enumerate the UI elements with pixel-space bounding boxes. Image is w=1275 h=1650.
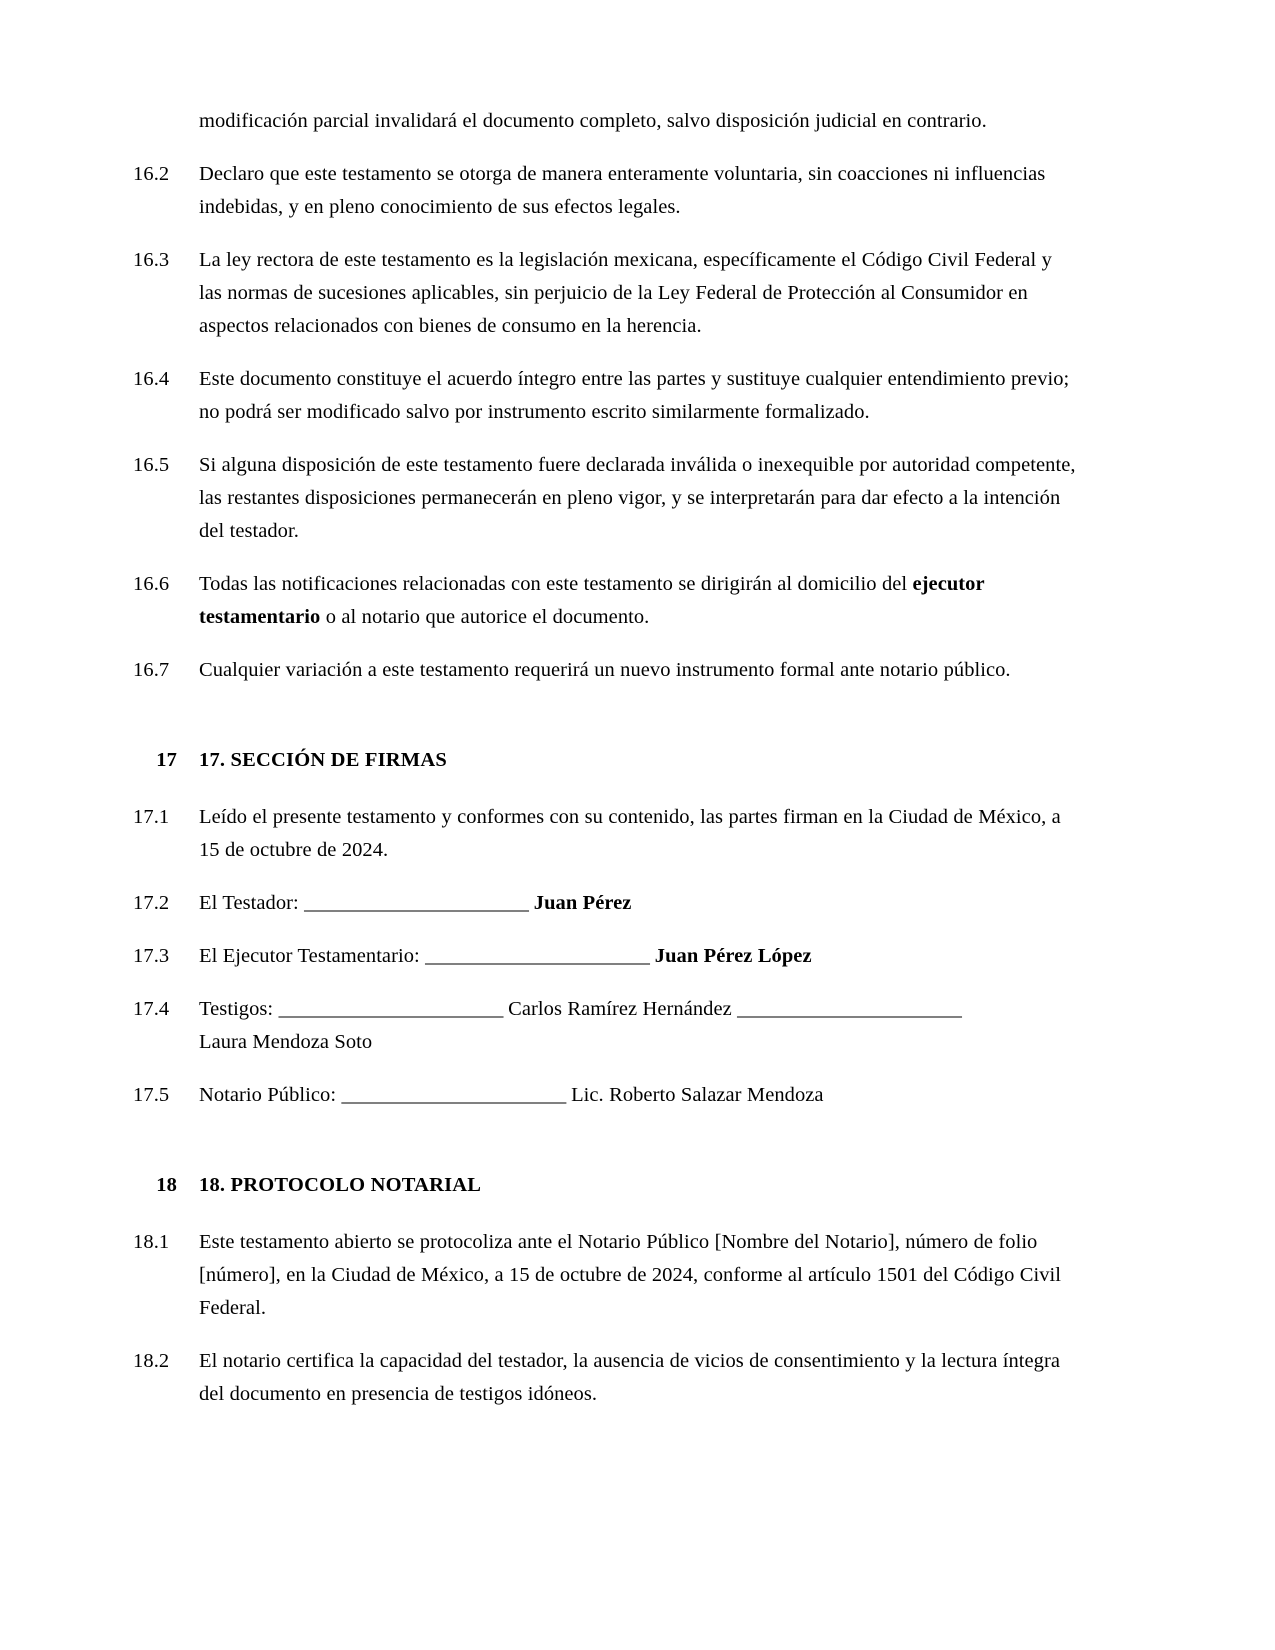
clause-text: Declaro que este testamento se otorga de manera enteramente voluntaria, sin coacciones ni influencias indebidas, y en pleno conocimiento de sus efectos legales. <box>199 163 1046 218</box>
section-title: 18. PROTOCOLO NOTARIAL <box>199 1174 482 1196</box>
signature-row <box>199 887 1080 920</box>
clause-17-3-ejecutor <box>133 940 1080 973</box>
signature-label: El Ejecutor Testamentario: <box>199 945 426 967</box>
clause-text-after: o al notario que autorice el documento. <box>320 606 650 628</box>
clause-number: 17.5 <box>133 1084 170 1106</box>
section-heading-17 <box>133 745 1080 775</box>
clause-number: 18.2 <box>133 1350 170 1372</box>
signature-blank-line: _______________________ <box>425 945 650 967</box>
clause-16-7 <box>133 654 1080 687</box>
clause-16-2 <box>133 158 1080 224</box>
witness-row <box>199 993 1080 1059</box>
clause-text: El notario certifica la capacidad del testador, la ausencia de vicios de consentimiento y la lectura íntegra del documento en presencia de testigos idóneos. <box>199 1350 1061 1405</box>
clause-16-5 <box>133 449 1080 548</box>
signature-row <box>199 940 1080 973</box>
clause-number: 16.2 <box>133 163 170 185</box>
witness-blank-line-1: _______________________ <box>278 998 503 1020</box>
section-title: 17. SECCIÓN DE FIRMAS <box>199 749 447 771</box>
clause-17-4-testigos <box>133 993 1080 1059</box>
clause-17-1 <box>133 801 1080 867</box>
clause-number: 18.1 <box>133 1231 170 1253</box>
clause-text: Este testamento abierto se protocoliza ante el Notario Público [Nombre del Notario], número de folio [número], en la Ciudad de México, a 15 de octubre de 2024, conforme al artículo 1501 del Código Civil Federal. <box>199 1231 1062 1319</box>
clause-16-6 <box>133 568 1080 634</box>
clause-text: Este documento constituye el acuerdo íntegro entre las partes y sustituye cualquier entendimiento previo; no podrá ser modificado salvo por instrumento escrito similarmente formalizado. <box>199 368 1070 423</box>
clause-text: La ley rectora de este testamento es la legislación mexicana, específicamente el Código Civil Federal y las normas de sucesiones aplicables, sin perjuicio de la Ley Federal de Protección al Consumidor en aspectos relacionados con bienes de consumo en la herencia. <box>199 249 1052 337</box>
signature-blank-line: _______________________ <box>341 1084 566 1106</box>
clause-text-before: Todas las notificaciones relacionadas con este testamento se dirigirán al domicilio del <box>199 573 913 595</box>
witness-label: Testigos: <box>199 998 279 1020</box>
clause-number: 16.6 <box>133 573 170 595</box>
clause-text: Leído el presente testamento y conformes con su contenido, las partes firman en la Ciudad de México, a 15 de octubre de 2024. <box>199 806 1061 861</box>
section-number: 18 <box>156 1174 177 1196</box>
signature-blank-line: _______________________ <box>304 892 529 914</box>
clause-orphan-line <box>133 105 1080 138</box>
clause-text: Si alguna disposición de este testamento fuere declarada inválida o inexequible por autoridad competente, las restantes disposiciones permanecerán en pleno vigor, y se interpretarán para dar efecto a la intención del testador. <box>199 454 1076 542</box>
clause-number: 16.5 <box>133 454 170 476</box>
clause-number: 16.3 <box>133 249 170 271</box>
signature-label: Notario Público: <box>199 1084 342 1106</box>
signature-label: El Testador: <box>199 892 305 914</box>
section-heading-18 <box>133 1170 1080 1200</box>
witness-blank-line-2: _______________________ <box>737 998 962 1020</box>
clause-16-4 <box>133 363 1080 429</box>
clause-text-bold: ejecutor testamentario <box>199 573 985 628</box>
clause-number: 17.2 <box>133 892 170 914</box>
clause-text <box>199 568 1080 634</box>
clause-number: 16.7 <box>133 659 170 681</box>
clause-17-2-testador <box>133 887 1080 920</box>
clause-17-5-notario <box>133 1079 1080 1112</box>
signature-name: Lic. Roberto Salazar Mendoza <box>565 1084 824 1106</box>
clause-18-1 <box>133 1226 1080 1325</box>
clause-16-3 <box>133 244 1080 343</box>
clause-number: 17.1 <box>133 806 170 828</box>
witness-name-2: Laura Mendoza Soto <box>199 1031 373 1053</box>
signature-name: Juan Pérez <box>528 892 632 914</box>
clause-text: Cualquier variación a este testamento requerirá un nuevo instrumento formal ante notario público. <box>199 659 1011 681</box>
clause-number: 17.4 <box>133 998 170 1020</box>
section-number: 17 <box>156 749 177 771</box>
clause-number: 16.4 <box>133 368 170 390</box>
signature-row <box>199 1079 1080 1112</box>
witness-name-1: Carlos Ramírez Hernández <box>502 998 738 1020</box>
clause-number: 17.3 <box>133 945 170 967</box>
clause-text: modificación parcial invalidará el documento completo, salvo disposición judicial en contrario. <box>199 110 987 132</box>
signature-name: Juan Pérez López <box>649 945 812 967</box>
clause-18-2 <box>133 1345 1080 1411</box>
